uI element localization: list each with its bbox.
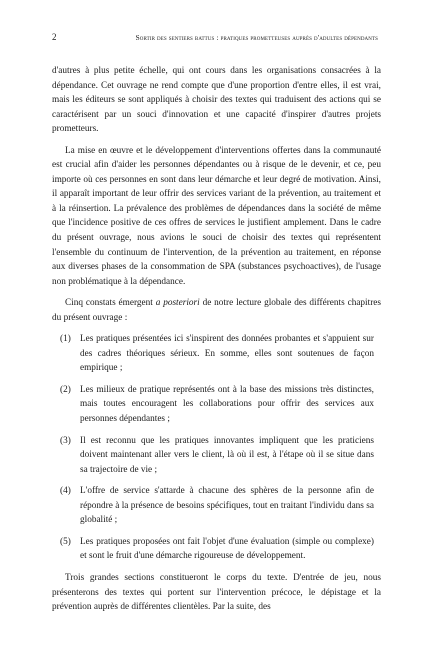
list-item-number: (5) xyxy=(60,536,71,547)
paragraph-3-end: de notre lecture globale des différents chapitres du présent ouvrage : xyxy=(52,298,381,323)
list-item xyxy=(52,434,381,478)
paragraph-2: La mise en œuvre et le développement d'interventions offertes dans la communauté est crucial afin d'aider les personnes dépendantes ou à risque de le devenir, et ce, peu importe où ces personnes en sont dans leur démarche et leur degré de motivation. Ainsi, il apparaît important de leur offrir des services variant de la prévention, au traitement et à la réinsertion. La prévalence des problèmes de dépendances dans la société de même que l'incidence positive de ces offres de services le justifient amplement. Dans le cadre du présent ouvrage, nous avions le souci de choisir des textes qui représentent l'ensemble du continuum de l'intervention, de la prévention au traitement, en réponse aux diverses phases de la consommation de SPA (substances psychoactives), de l'usage non problématique à la dépendance. xyxy=(52,145,381,287)
paragraph-3-start: Cinq constats émergent xyxy=(65,298,156,309)
paragraph-3-emphasis: a posteriori xyxy=(155,298,200,309)
paragraph-3 xyxy=(52,296,381,325)
list-item-text: L'offre de service s'attarde à chacune des sphères de la personne afin de répondre à la présence de besoins spécifiques, tout en traitant l'individu dans sa globalité ; xyxy=(80,486,374,526)
list-item-number: (1) xyxy=(60,334,71,345)
list-item xyxy=(52,484,381,528)
list-item xyxy=(52,332,381,376)
list-item xyxy=(52,535,381,564)
list-item-number: (4) xyxy=(60,486,71,497)
paragraph-1: d'autres à plus petite échelle, qui ont cours dans les organisations consacrées à la dépendance. Cet ouvrage ne rend compte que d'une proportion d'entre elles, il est vrai, mais les éditeurs se sont appliqués à choisir des textes qui traduisent des actions qui se caractérisent par un souci d'innovation et une capacité d'inspirer d'autres projets prometteurs. xyxy=(52,66,381,135)
list-item-number: (3) xyxy=(60,435,71,446)
list-item-text: Les pratiques présentées ici s'inspirent des données probantes et s'appuient sur des cadres théoriques sérieux. En somme, elles sont soutenues de façon empirique ; xyxy=(80,334,374,374)
list-item-text: Les pratiques proposées ont fait l'objet d'une évaluation (simple ou complexe) et sont le fruit d'une démarche rigoureuse de développement. xyxy=(80,536,374,562)
list-item-number: (2) xyxy=(60,384,71,395)
list-item-text: Il est reconnu que les pratiques innovantes impliquent que les praticiens doivent maintenant aller vers le client, là où il est, à l'étape où il se situe dans sa trajectoire de vie ; xyxy=(80,435,374,475)
running-title: Sortir des sentiers battus : pratiques prometteuses auprès d'adultes dépendants xyxy=(135,33,378,42)
list-item xyxy=(52,383,381,427)
running-header xyxy=(52,32,378,42)
body-text xyxy=(52,64,381,615)
findings-list xyxy=(52,332,381,564)
paragraph-4: Trois grandes sections constitueront le corps du texte. D'entrée de jeu, nous présenterons des textes qui portent sur l'intervention précoce, le dépistage et la prévention auprès de différentes clientèles. Par la suite, des xyxy=(52,572,381,613)
list-item-text: Les milieux de pratique représentés ont à la base des missions très distinctes, mais toutes encouragent les collaborations pour offrir des services aux personnes dépendantes ; xyxy=(80,384,374,425)
page-number: 2 xyxy=(52,32,57,42)
